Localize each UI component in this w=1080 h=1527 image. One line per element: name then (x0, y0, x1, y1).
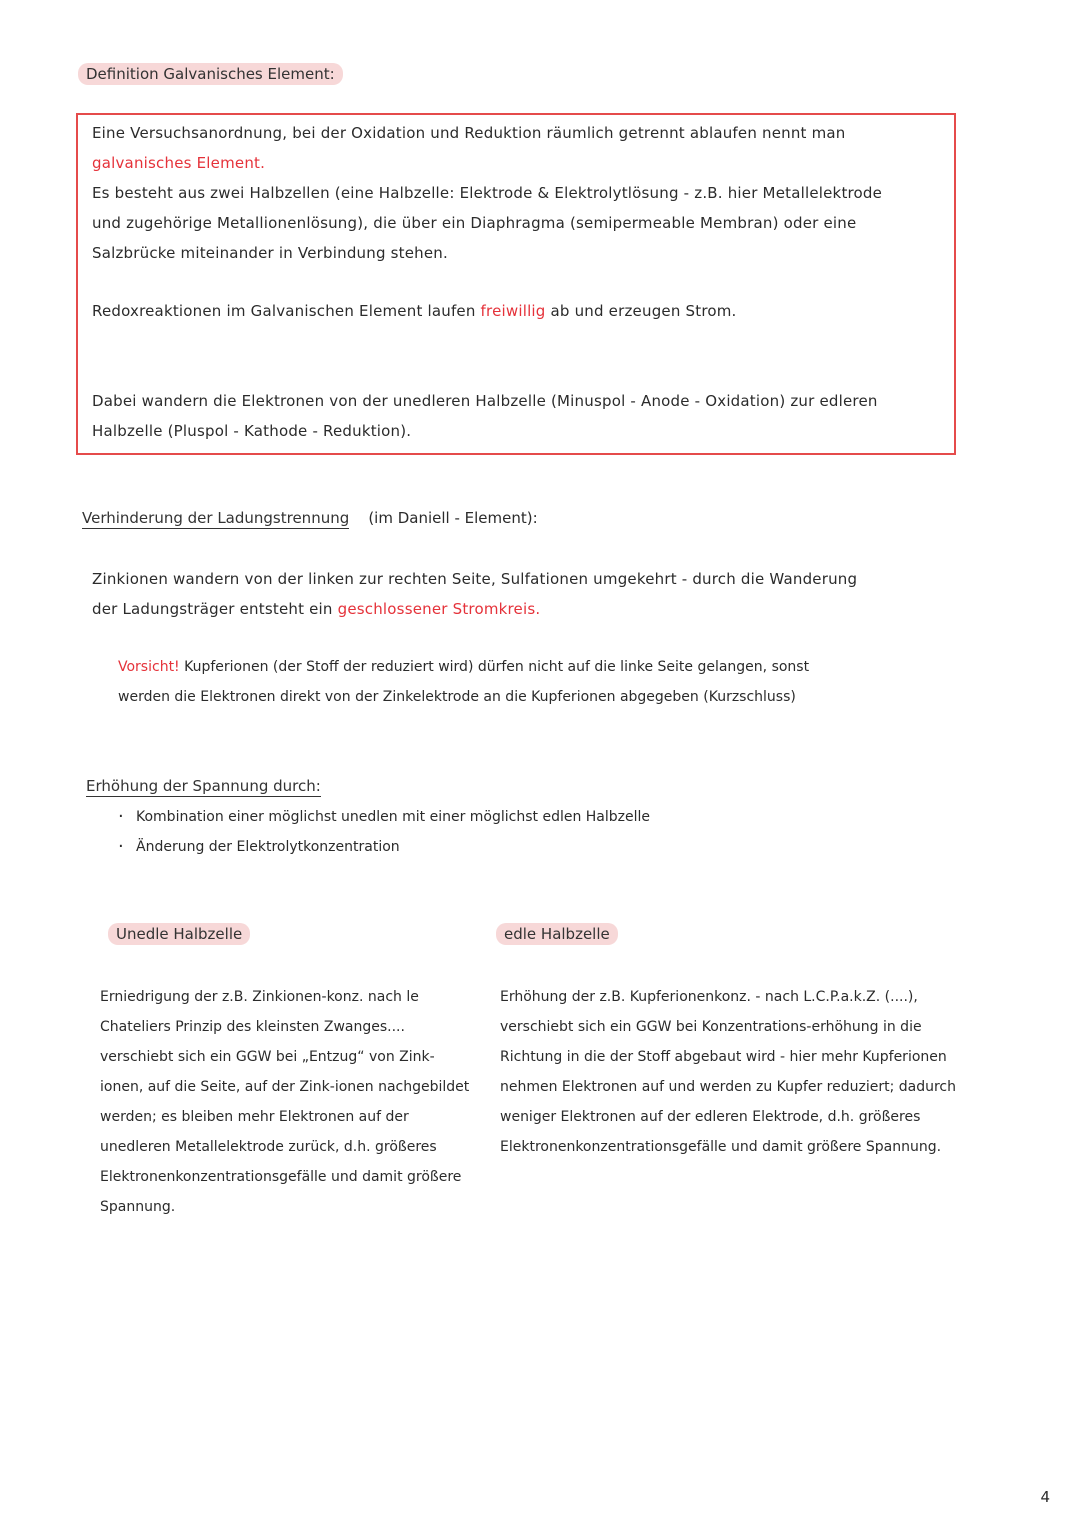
unedle-text: Erniedrigung der z.B. Zinkionen-konz. nach le Chateliers Prinzip des kleinsten Zwanges.... verschiebt sich ein GGW bei „Entzug“ von Zink-ionen, auf die Seite, auf der Zink-ionen nachgebildet werden; es bleiben mehr Elektronen auf der unedleren Metallelektrode zurück, d.h. größeres Elektronenkonzentrationsgefälle und damit größere Spannung. (100, 989, 470, 1215)
definition-heading: Definition Galvanisches Element: (78, 64, 343, 83)
highlight-galvanisches-element: galvanisches Element. (92, 154, 266, 172)
separation-heading: Verhinderung der Ladungstrennung (im Daniell - Element): (82, 509, 538, 527)
page-number: 4 (1040, 1488, 1050, 1506)
caution-label: Vorsicht! (118, 659, 180, 675)
voltage-heading: Erhöhung der Spannung durch: (86, 777, 321, 795)
definition-paragraph-4: Dabei wandern die Elektronen von der unedleren Halbzelle (Minuspol - Anode - Oxidation) zur edleren Halbzelle (Pluspol - Kathode - Reduktion). (92, 392, 878, 440)
definition-paragraph-2: Es besteht aus zwei Halbzellen (eine Halbzelle: Elektrode & Elektrolytlösung - z.B. hier Metallelektrode und zugehörige Metallionenlösung), die über ein Diaphragma (semipermeable Membran) oder eine Salzbrücke miteinander in Verbindung stehen. (92, 184, 883, 262)
definition-paragraph-1: Eine Versuchsanordnung, bei der Oxidation und Reduktion räumlich getrennt ablaufen nennt man galvanisches Element. (92, 124, 846, 172)
edle-text: Erhöhung der z.B. Kupferionenkonz. - nach L.C.P.a.k.Z. (....), verschiebt sich ein GGW bei Konzentrations-erhöhung in die Richtung in die der Stoff abgebaut wird - hier mehr Kupferionen nehmen Elektronen auf und werden zu Kupfer reduziert; dadurch weniger Elektronen auf der edleren Elektrode, d.h. größeres Elektronenkonzentrationsgefälle und damit größere Spannung. (500, 989, 957, 1155)
voltage-list (116, 802, 876, 862)
definition-paragraph-3: Redoxreaktionen im Galvanischen Element laufen freiwillig ab und erzeugen Strom. (92, 302, 737, 320)
voltage-bullet: · Änderung der Elektrolytkonzentration (116, 832, 876, 862)
edle-heading: edle Halbzelle (496, 924, 618, 943)
voltage-bullet: · Kombination einer möglichst unedlen mit einer möglichst edlen Halbzelle (116, 802, 876, 832)
highlight-freiwillig: freiwillig (480, 302, 546, 320)
separation-paragraph: Zinkionen wandern von der linken zur rechten Seite, Sulfationen umgekehrt - durch die Wanderung der Ladungsträger entsteht ein geschlossener Stromkreis. (92, 570, 858, 618)
unedle-heading: Unedle Halbzelle (108, 924, 250, 943)
caution-note: Vorsicht! Kupferionen (der Stoff der reduziert wird) dürfen nicht auf die linke Seite gelangen, sonst werden die Elektronen direkt von der Zinkelektrode an die Kupferionen abgegeben (Kurzschluss) (118, 659, 810, 705)
highlight-stromkreis: geschlossener Stromkreis. (337, 600, 541, 618)
